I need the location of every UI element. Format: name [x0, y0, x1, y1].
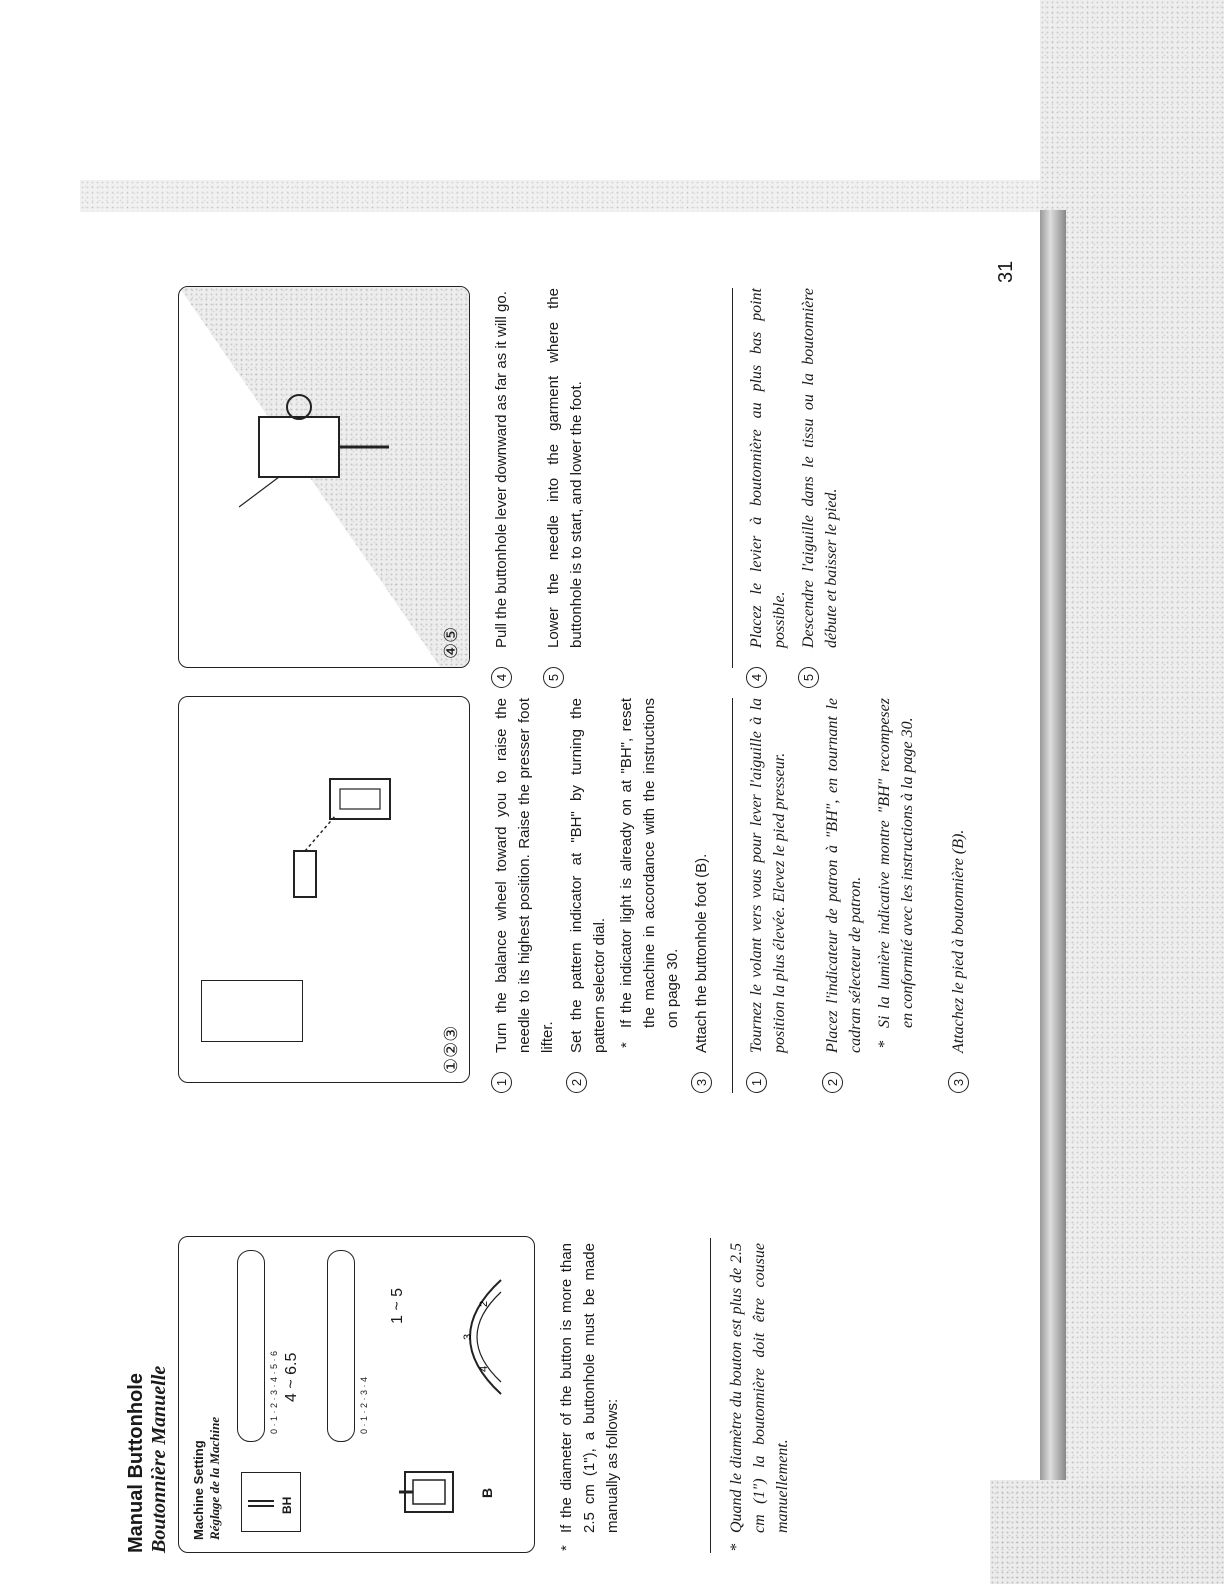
divider-left: [710, 1238, 711, 1553]
bh-selector-icon: [241, 1472, 301, 1532]
step-fr-3-text: Attachez le pied à boutonnière (B).: [950, 829, 967, 1053]
page-title: [125, 1366, 171, 1553]
step-en-5-text: Lower the needle into the garment where the buttonhole is to start, and lower the foot.: [545, 288, 585, 648]
step-fr-4-text: Placez le levier à boutonnière au plus bas point possible.: [748, 288, 788, 648]
machine-setting-label-fr: Réglage de la Machine: [207, 1416, 222, 1540]
note-en: [555, 1243, 624, 1551]
step-en-3-text: Attach the buttonhole foot (B).: [693, 853, 710, 1053]
scale-top-label: 0 · 1 · 2 · 3 · 4 · 5 · 6: [269, 1350, 279, 1434]
page-edge-strip: [1040, 210, 1066, 1570]
step-en-1: [490, 698, 559, 1087]
machine-setting-panel: [178, 1236, 535, 1553]
note-fr-asterisk: *: [728, 1543, 745, 1551]
step-en-3: [690, 698, 713, 1087]
step-fr-note-asterisk: *: [876, 1040, 893, 1048]
panel-tag-123: ①②③: [441, 1025, 461, 1074]
bh-indicator-icon: [201, 980, 303, 1042]
step-fr-2-number: 2: [822, 1072, 843, 1093]
svg-text:3: 3: [462, 1333, 474, 1340]
svg-text:2: 2: [478, 1300, 490, 1307]
illustration-panel-45: [178, 286, 470, 668]
step-en-4-number: 4: [491, 667, 512, 688]
panel-tag-45: ④⑤: [441, 626, 461, 659]
step-fr-5: [797, 288, 843, 682]
bh-indicator-bars-icon: [248, 1505, 274, 1507]
step-en-1-text: Turn the balance wheel toward you to raise the needle to its highest position. Raise the presser foot lifter.: [493, 698, 556, 1053]
svg-text:4: 4: [478, 1365, 490, 1372]
stitch-length-value: 4 ~ 6.5: [283, 1352, 300, 1402]
step-fr-3-number: 3: [948, 1072, 969, 1093]
step-fr-5-number: 5: [798, 667, 819, 688]
illustration-panel-123: [178, 696, 470, 1083]
step-en-5-number: 5: [543, 667, 564, 688]
note-fr-text: Quand le diamètre du bouton est plus de 2.5 cm (1") la boutonnière doit être cousue manuellement.: [728, 1243, 791, 1533]
page-number: 31: [995, 260, 1017, 283]
step-fr-3: [947, 698, 970, 1087]
needle-lever-illustration: [239, 357, 419, 517]
page-content: [95, 208, 1035, 1553]
pattern-dial-icon: [429, 1272, 509, 1402]
width-dial-icon: [237, 1250, 265, 1442]
divider-middle: [732, 698, 733, 1093]
step-en-2: [565, 698, 611, 1087]
step-fr-note-text: Si la lumière indicative montre "BH" recompesez en conformité avec les instructions à la page 30.: [876, 698, 916, 1028]
step-fr-1-text: Tournez le volant vers vous pour lever l'aiguille à la position la plus élevée. Elevez le pied presseur.: [748, 698, 788, 1053]
scan-edge-right: [1040, 0, 1224, 1584]
step-en-note-asterisk: *: [618, 1042, 635, 1048]
length-dial-icon: [327, 1250, 355, 1442]
step-fr-note: [873, 698, 919, 1048]
title-en: Manual Buttonhole: [125, 1373, 147, 1553]
bh-indicator-bars-icon-2: [248, 1500, 274, 1502]
foot-attach-illustration: [274, 767, 414, 907]
note-en-text: If the diameter of the button is more than 2.5 cm (1"), a buttonhole must be made manually as follows:: [558, 1243, 621, 1533]
pattern-dial-drawing: [429, 1272, 509, 1402]
step-en-4: [490, 288, 513, 682]
step-en-2-number: 2: [566, 1072, 587, 1093]
step-fr-1-number: 1: [746, 1072, 767, 1093]
buttonhole-foot-drawing: [399, 1460, 469, 1520]
step-fr-2-text: Placez l'indicateur de patron à "BH", en tournant le cadran sélecteur de patron.: [824, 698, 864, 1053]
title-fr: Boutonnière Manuelle: [148, 1365, 170, 1553]
step-en-1-number: 1: [491, 1072, 512, 1093]
step-en-5: [542, 288, 588, 682]
scale-bottom-label: 0 · 1 · 2 · 3 · 4: [359, 1376, 369, 1434]
note-fr: [725, 1243, 794, 1551]
note-en-asterisk: *: [558, 1545, 575, 1551]
step-fr-2: [821, 698, 867, 1087]
step-fr-5-text: Descendre l'aiguille dans le tissu ou la boutonnière débute et baisser le pied.: [800, 288, 840, 648]
dial-range: 1 ~ 5: [389, 1287, 406, 1324]
step-fr-4-number: 4: [746, 667, 767, 688]
foot-letter: B: [479, 1487, 495, 1498]
step-en-note: [615, 698, 684, 1048]
buttonhole-foot-icon: [399, 1460, 469, 1520]
divider-right: [732, 288, 733, 668]
machine-setting-label-en: Machine Setting: [191, 1440, 206, 1540]
step-fr-1: [745, 698, 791, 1087]
step-fr-4: [745, 288, 791, 682]
step-en-4-text: Pull the buttonhole lever downward as far as it will go.: [493, 291, 510, 648]
step-en-2-text: Set the pattern indicator at "BH" by turning the pattern selector dial.: [568, 698, 608, 1053]
step-en-note-text: If the indicator light is already on at "BH", reset the machine in accordance with the instructions on page 30.: [618, 698, 681, 1028]
bh-selector-code: BH: [280, 1496, 294, 1514]
step-en-3-number: 3: [691, 1072, 712, 1093]
